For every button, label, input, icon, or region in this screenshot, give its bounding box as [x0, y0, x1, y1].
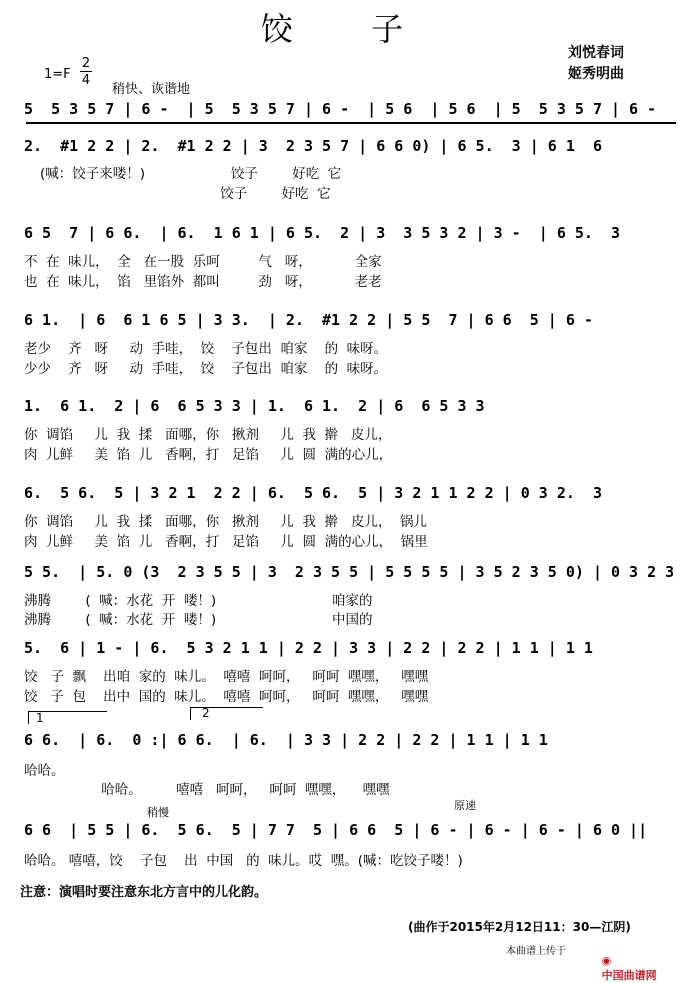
- volta-2-number: 2: [202, 706, 210, 720]
- lyrics-row-6-line-2: 肉 儿鲜 美 馅 儿 香啊，打 足馅 儿 圆 满的心儿， 锅里: [24, 534, 428, 550]
- site-name: 中国曲谱网: [601, 969, 657, 982]
- lyrics-row-9-line-2: 哈哈。 嘻嘻 呵呵， 呵呵 嘿嘿， 嘿嘿: [24, 782, 390, 798]
- lyrics-row-2-line-2: 饺子 好吃 它: [40, 186, 331, 202]
- time-signature-line: [80, 71, 92, 72]
- lyrics-row-7-line-2: 沸腾 ( 喊：水花 开 喽！) 中国的: [24, 612, 373, 628]
- music-row-5: 1. 6 1. 2 | 6 6 5 3 3 | 1. 6 1. 2 | 6 6 5 3 3: [24, 397, 485, 415]
- lyrics-row-8-line-1: 饺 子 飘 出咱 家的 味儿。 嘻嘻 呵呵， 呵呵 嘿嘿， 嘿嘿: [24, 669, 429, 685]
- key-signature: 1=F: [44, 67, 71, 82]
- lyrics-row-9-line-1: 哈哈。: [24, 763, 65, 779]
- site-logo-icon: ◉: [601, 954, 612, 967]
- lyrics-row-4-line-1: 老少 齐 呀 动 手哇， 饺 子包出 咱家 的 味呀。: [24, 341, 388, 357]
- lyrics-row-10-line-1: 哈哈。 嘻嘻，饺 子包 出 中国 的 味儿。哎 嘿。(喊：吃饺子喽！): [24, 853, 463, 869]
- tempo-marking: 稍快、诙谐地: [112, 82, 191, 97]
- lyrics-row-5-line-1: 你 调馅 儿 我 揉 面哪，你 揪剂 儿 我 擀 皮儿，: [24, 427, 392, 443]
- music-row-10: 6 6 | 5 5 | 6. 5 6. 5 | 7 7 5 | 6 6 5 | 6 - | 6 - | 6 - | 6 0 ||: [24, 821, 648, 839]
- performance-note: 注意：演唱时要注意东北方言中的儿化韵。: [20, 885, 268, 900]
- lyrics-row-4-line-2: 少少 齐 呀 动 手哇， 饺 子包出 咱家 的 味呀。: [24, 361, 388, 377]
- lyrics-row-5-line-2: 肉 儿鲜 美 馅 儿 香啊，打 足馅 儿 圆 满的心儿，: [24, 447, 393, 463]
- volta-2-bracket: [190, 707, 263, 720]
- composer-credit: 姬秀明曲: [568, 66, 624, 82]
- music-row-4: 6 1. | 6 6 1 6 5 | 3 3. | 2. #1 2 2 | 5 5 7 | 6 6 5 | 6 -: [24, 311, 602, 329]
- music-row-2: 2. #1 2 2 | 2. #1 2 2 | 3 2 3 5 7 | 6 6 0) | 6 5. 3 | 6 1 6: [24, 137, 602, 155]
- upload-prefix: 本曲谱上传于: [506, 946, 566, 957]
- lyrics-row-8-line-2: 饺 子 包 出中 国的 味儿。 嘻嘻 呵呵， 呵呵 嘿嘿， 嘿嘿: [24, 689, 429, 705]
- lyrics-row-6-line-1: 你 调馅 儿 我 揉 面哪，你 揪剂 儿 我 擀 皮儿， 锅儿: [24, 514, 428, 530]
- lyrics-row-3-line-1: 不 在 味儿， 全 在一股 乐呵 气 呀， 全家: [24, 254, 382, 270]
- lyrics-row-2-line-1: (喊：饺子来喽！) 饺子 好吃 它: [40, 166, 342, 182]
- music-row-3: 6 5 7 | 6 6. | 6. 1 6 1 | 6 5. 2 | 3 3 5 3 2 | 3 - | 6 5. 3: [24, 224, 621, 242]
- time-signature-bottom: 4: [81, 73, 91, 88]
- lyricist-credit: 刘悦春词: [568, 45, 624, 61]
- lyrics-row-3-line-2: 也 在 味儿， 馅 里馅外 都叫 劲 呀， 老老: [24, 274, 382, 290]
- music-row-7: 5 5. | 5. 0 (3 2 3 5 5 | 3 2 3 5 5 | 5 5 5 5 | 3 5 2 3 5 0) | 0 3 2 3: [24, 563, 675, 581]
- song-title: 饺 子: [260, 10, 438, 48]
- time-signature-top: 2: [81, 56, 91, 71]
- lyrics-row-7-line-1: 沸腾 ( 喊：水花 开 喽！) 咱家的: [24, 593, 373, 609]
- music-row-9: 6 6. | 6. 0 :| 6 6. | 6. | 3 3 | 2 2 | 2 2 | 1 1 | 1 1: [24, 731, 548, 749]
- tempo-slow-marking: 稍慢: [147, 806, 169, 819]
- tempo-original-marking: 原速: [454, 799, 476, 812]
- site-logo: [594, 941, 657, 983]
- music-row-6: 6. 5 6. 5 | 3 2 1 2 2 | 6. 5 6. 5 | 3 2 1 1 2 2 | 0 3 2. 3: [24, 484, 602, 502]
- composition-date: (曲作于2015年2月12日11：30—江阴): [408, 920, 631, 934]
- volta-1-number: 1: [36, 711, 44, 725]
- beam-line: [26, 122, 676, 124]
- music-row-8: 5. 6 | 1 - | 6. 5 3 2 1 1 | 2 2 | 3 3 | 2 2 | 2 2 | 1 1 | 1 1: [24, 639, 593, 657]
- music-row-1: 5 5 3 5 7 | 6 - | 5 5 3 5 7 | 6 - | 5 6 | 5 6 | 5 5 3 5 7 | 6 -: [24, 100, 666, 118]
